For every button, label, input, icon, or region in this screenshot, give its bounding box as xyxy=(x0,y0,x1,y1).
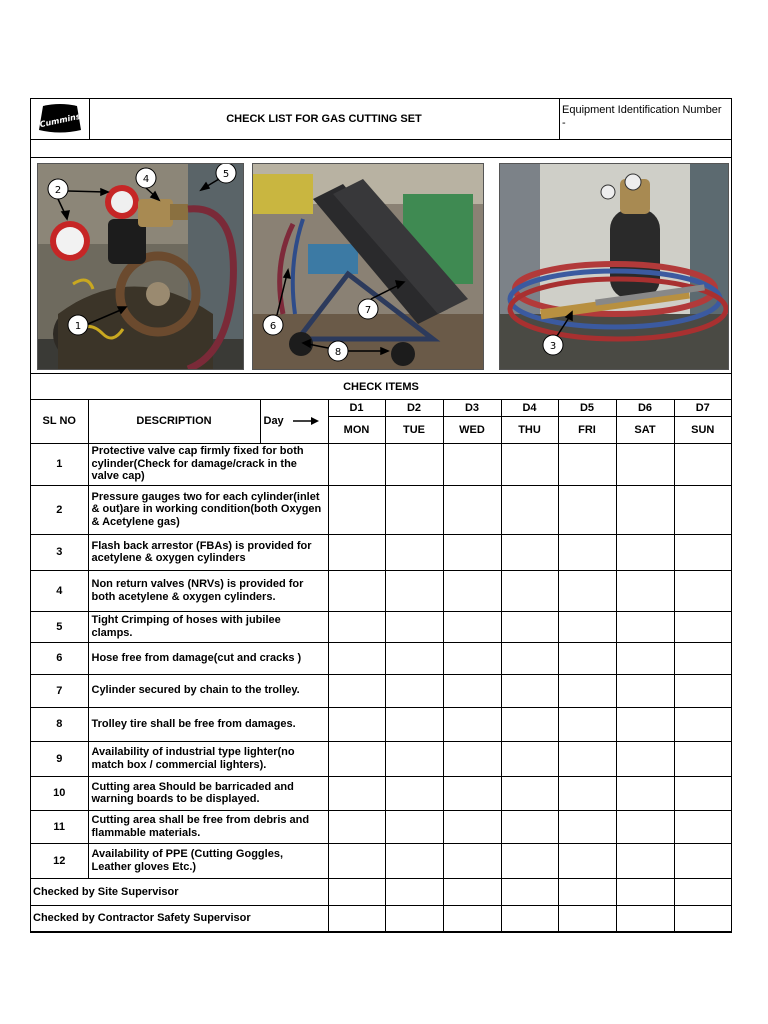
item-description: Cutting area shall be free from debris and flammable materials. xyxy=(88,810,328,843)
day-code-d2: D2 xyxy=(385,400,443,416)
check-cell-mon[interactable] xyxy=(328,741,385,776)
check-cell-wed[interactable] xyxy=(443,570,501,611)
day-code-d4: D4 xyxy=(501,400,558,416)
check-cell-sun[interactable] xyxy=(674,674,731,707)
sign-cell[interactable] xyxy=(558,905,616,931)
check-cell-mon[interactable] xyxy=(328,810,385,843)
check-cell-sun[interactable] xyxy=(674,843,731,878)
check-cell-sun[interactable] xyxy=(674,611,731,642)
check-cell-thu[interactable] xyxy=(501,642,558,674)
photo-regulator xyxy=(37,163,244,370)
check-cell-sun[interactable] xyxy=(674,534,731,570)
check-cell-fri[interactable] xyxy=(558,776,616,810)
photos-row xyxy=(31,158,731,374)
col-header-sl-no: SL NO xyxy=(31,400,88,443)
check-cell-tue[interactable] xyxy=(385,485,443,534)
check-cell-fri[interactable] xyxy=(558,810,616,843)
sign-cell[interactable] xyxy=(501,878,558,905)
table-row xyxy=(31,741,731,776)
check-cell-sun[interactable] xyxy=(674,707,731,741)
item-number: 12 xyxy=(31,843,88,878)
day-name-sat: SAT xyxy=(616,416,674,443)
check-cell-tue[interactable] xyxy=(385,741,443,776)
item-number: 8 xyxy=(31,707,88,741)
check-cell-sat[interactable] xyxy=(616,810,674,843)
check-cell-sat[interactable] xyxy=(616,707,674,741)
check-cell-sun[interactable] xyxy=(674,570,731,611)
check-cell-mon[interactable] xyxy=(328,485,385,534)
check-cell-thu[interactable] xyxy=(501,776,558,810)
photo-label-7: 7 xyxy=(364,305,372,316)
item-number: 10 xyxy=(31,776,88,810)
check-cell-tue[interactable] xyxy=(385,674,443,707)
check-cell-thu[interactable] xyxy=(501,443,558,485)
sign-cell[interactable] xyxy=(328,878,385,905)
table-row xyxy=(31,776,731,810)
item-description: Protective valve cap firmly fixed for both cylinder(Check for damage/crack in the valve cap) xyxy=(88,443,328,485)
photo-label-8: 8 xyxy=(334,347,342,358)
check-cell-sat[interactable] xyxy=(616,611,674,642)
checklist-table xyxy=(31,400,731,932)
check-cell-sat[interactable] xyxy=(616,570,674,611)
check-cell-wed[interactable] xyxy=(443,843,501,878)
item-description: Flash back arrestor (FBAs) is provided for acetylene & oxygen cylinders xyxy=(88,534,328,570)
footer-row-contractor-supervisor xyxy=(31,905,731,931)
equipment-id-label: Equipment Identification Number xyxy=(562,104,722,116)
company-logo xyxy=(31,99,90,139)
check-cell-sun[interactable] xyxy=(674,443,731,485)
header-row xyxy=(31,99,731,140)
item-description: Hose free from damage(cut and cracks ) xyxy=(88,642,328,674)
check-cell-wed[interactable] xyxy=(443,642,501,674)
table-row xyxy=(31,707,731,741)
photo-label-1: 1 xyxy=(74,321,82,332)
check-cell-fri[interactable] xyxy=(558,707,616,741)
item-description: Cylinder secured by chain to the trolley. xyxy=(88,674,328,707)
sign-cell[interactable] xyxy=(443,878,501,905)
sign-cell[interactable] xyxy=(616,905,674,931)
check-cell-wed[interactable] xyxy=(443,707,501,741)
check-cell-fri[interactable] xyxy=(558,443,616,485)
sign-cell[interactable] xyxy=(385,878,443,905)
check-cell-mon[interactable] xyxy=(328,707,385,741)
equipment-id-value: - xyxy=(562,117,566,129)
item-number: 2 xyxy=(31,485,88,534)
table-row xyxy=(31,443,731,485)
check-cell-wed[interactable] xyxy=(443,741,501,776)
header-row-days-codes xyxy=(31,400,731,416)
sign-cell[interactable] xyxy=(385,905,443,931)
check-cell-sat[interactable] xyxy=(616,674,674,707)
photo-label-4: 4 xyxy=(142,174,150,185)
check-cell-mon[interactable] xyxy=(328,843,385,878)
sign-cell[interactable] xyxy=(328,905,385,931)
check-cell-thu[interactable] xyxy=(501,707,558,741)
arrow-right-icon xyxy=(293,417,319,425)
check-cell-wed[interactable] xyxy=(443,674,501,707)
check-cell-mon[interactable] xyxy=(328,570,385,611)
item-number: 3 xyxy=(31,534,88,570)
item-number: 11 xyxy=(31,810,88,843)
item-description: Pressure gauges two for each cylinder(inlet & out)are in working condition(both Oxygen & Acetylene gas) xyxy=(88,485,328,534)
check-cell-thu[interactable] xyxy=(501,611,558,642)
day-code-d7: D7 xyxy=(674,400,731,416)
check-cell-fri[interactable] xyxy=(558,642,616,674)
check-cell-tue[interactable] xyxy=(385,843,443,878)
cummins-logo-icon xyxy=(37,104,83,134)
item-description: Non return valves (NRVs) is provided for both acetylene & oxygen cylinders. xyxy=(88,570,328,611)
table-row xyxy=(31,810,731,843)
day-code-d1: D1 xyxy=(328,400,385,416)
table-row xyxy=(31,642,731,674)
col-header-day xyxy=(260,400,328,443)
check-cell-fri[interactable] xyxy=(558,741,616,776)
check-cell-fri[interactable] xyxy=(558,570,616,611)
item-description: Availability of industrial type lighter(no match box / commercial lighters). xyxy=(88,741,328,776)
table-row xyxy=(31,570,731,611)
photo-label-5: 5 xyxy=(222,169,230,180)
check-cell-fri[interactable] xyxy=(558,485,616,534)
check-cell-sat[interactable] xyxy=(616,642,674,674)
svg-text:Cummins: Cummins xyxy=(38,111,82,130)
check-cell-tue[interactable] xyxy=(385,611,443,642)
photo-label-3: 3 xyxy=(549,341,557,352)
day-code-d3: D3 xyxy=(443,400,501,416)
check-cell-mon[interactable] xyxy=(328,642,385,674)
check-cell-wed[interactable] xyxy=(443,485,501,534)
day-label: Day xyxy=(263,415,284,428)
check-cell-sat[interactable] xyxy=(616,776,674,810)
check-cell-tue[interactable] xyxy=(385,776,443,810)
check-cell-thu[interactable] xyxy=(501,570,558,611)
check-cell-thu[interactable] xyxy=(501,741,558,776)
footer-row-site-supervisor xyxy=(31,878,731,905)
item-number: 9 xyxy=(31,741,88,776)
check-cell-wed[interactable] xyxy=(443,810,501,843)
item-description: Cutting area Should be barricaded and warning boards to be displayed. xyxy=(88,776,328,810)
check-cell-thu[interactable] xyxy=(501,674,558,707)
photo-label-6: 6 xyxy=(269,321,277,332)
photo-torch xyxy=(499,163,729,370)
contractor-supervisor-label: Checked by Contractor Safety Supervisor xyxy=(31,905,328,931)
table-row xyxy=(31,674,731,707)
check-cell-wed[interactable] xyxy=(443,534,501,570)
item-number: 5 xyxy=(31,611,88,642)
check-cell-sat[interactable] xyxy=(616,741,674,776)
equipment-id-cell[interactable] xyxy=(559,99,731,139)
day-name-thu: THU xyxy=(501,416,558,443)
check-cell-sat[interactable] xyxy=(616,843,674,878)
check-cell-sat[interactable] xyxy=(616,485,674,534)
check-cell-thu[interactable] xyxy=(501,485,558,534)
day-name-sun: SUN xyxy=(674,416,731,443)
col-header-description: DESCRIPTION xyxy=(88,400,260,443)
check-cell-thu[interactable] xyxy=(501,810,558,843)
photo-trolley xyxy=(252,163,484,370)
item-number: 4 xyxy=(31,570,88,611)
check-cell-sun[interactable] xyxy=(674,642,731,674)
photo-label-2: 2 xyxy=(54,185,62,196)
check-cell-tue[interactable] xyxy=(385,707,443,741)
check-items-title: CHECK ITEMS xyxy=(31,374,731,400)
sign-cell[interactable] xyxy=(501,905,558,931)
check-cell-sun[interactable] xyxy=(674,741,731,776)
check-cell-tue[interactable] xyxy=(385,642,443,674)
check-cell-mon[interactable] xyxy=(328,611,385,642)
item-number: 7 xyxy=(31,674,88,707)
checklist-sheet xyxy=(30,98,732,933)
day-name-fri: FRI xyxy=(558,416,616,443)
check-cell-mon[interactable] xyxy=(328,674,385,707)
check-cell-fri[interactable] xyxy=(558,611,616,642)
check-cell-sun[interactable] xyxy=(674,485,731,534)
page-title: CHECK LIST FOR GAS CUTTING SET xyxy=(89,99,560,139)
check-cell-sat[interactable] xyxy=(616,443,674,485)
check-cell-tue[interactable] xyxy=(385,443,443,485)
item-description: Tight Crimping of hoses with jubilee clamps. xyxy=(88,611,328,642)
table-row xyxy=(31,611,731,642)
item-description: Availability of PPE (Cutting Goggles, Leather gloves Etc.) xyxy=(88,843,328,878)
day-code-d5: D5 xyxy=(558,400,616,416)
site-supervisor-label: Checked by Site Supervisor xyxy=(31,878,328,905)
sign-cell[interactable] xyxy=(558,878,616,905)
check-cell-fri[interactable] xyxy=(558,843,616,878)
check-cell-thu[interactable] xyxy=(501,843,558,878)
check-cell-fri[interactable] xyxy=(558,534,616,570)
table-row xyxy=(31,534,731,570)
table-row xyxy=(31,843,731,878)
day-name-mon: MON xyxy=(328,416,385,443)
check-cell-sun[interactable] xyxy=(674,776,731,810)
sign-cell[interactable] xyxy=(674,878,731,905)
check-cell-tue[interactable] xyxy=(385,534,443,570)
check-cell-tue[interactable] xyxy=(385,810,443,843)
item-number: 6 xyxy=(31,642,88,674)
item-description: Trolley tire shall be free from damages. xyxy=(88,707,328,741)
day-name-tue: TUE xyxy=(385,416,443,443)
check-cell-sun[interactable] xyxy=(674,810,731,843)
check-cell-thu[interactable] xyxy=(501,534,558,570)
day-name-wed: WED xyxy=(443,416,501,443)
check-cell-wed[interactable] xyxy=(443,443,501,485)
sign-cell[interactable] xyxy=(674,905,731,931)
check-cell-wed[interactable] xyxy=(443,611,501,642)
check-cell-mon[interactable] xyxy=(328,776,385,810)
check-cell-mon[interactable] xyxy=(328,443,385,485)
check-cell-tue[interactable] xyxy=(385,570,443,611)
day-code-d6: D6 xyxy=(616,400,674,416)
check-cell-wed[interactable] xyxy=(443,776,501,810)
sign-cell[interactable] xyxy=(443,905,501,931)
item-number: 1 xyxy=(31,443,88,485)
spacer-row xyxy=(31,140,731,158)
sign-cell[interactable] xyxy=(616,878,674,905)
table-row xyxy=(31,485,731,534)
check-cell-sat[interactable] xyxy=(616,534,674,570)
check-cell-mon[interactable] xyxy=(328,534,385,570)
check-cell-fri[interactable] xyxy=(558,674,616,707)
